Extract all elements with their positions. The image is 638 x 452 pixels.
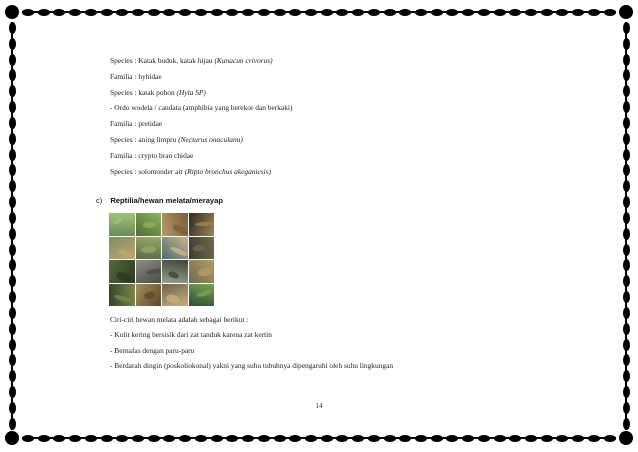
photo-tile-iguana xyxy=(136,237,162,260)
border-bead xyxy=(53,9,65,16)
border-bead xyxy=(9,212,16,224)
border-bead xyxy=(478,9,490,16)
border-bead xyxy=(9,38,16,50)
border-bead xyxy=(352,9,364,16)
border-bead xyxy=(588,9,600,16)
border-bead xyxy=(623,54,630,66)
border-bead xyxy=(116,9,128,16)
border-corner xyxy=(5,431,19,445)
border-bead xyxy=(258,435,270,442)
border-bead xyxy=(462,435,474,442)
border-bead xyxy=(9,275,16,287)
section-title: Reptilia/hewan melata/merayap xyxy=(110,196,224,205)
crocodile-silhouette xyxy=(168,271,181,281)
border-bead xyxy=(226,9,238,16)
border-bead xyxy=(604,435,616,442)
border-bead xyxy=(494,9,506,16)
photo-tile-turtle xyxy=(162,237,188,260)
snake-silhouette xyxy=(192,245,205,252)
border-bead xyxy=(305,435,317,442)
border-bead xyxy=(572,9,584,16)
border-bead xyxy=(431,435,443,442)
border-bead xyxy=(116,435,128,442)
border-bead xyxy=(321,9,333,16)
border-bead xyxy=(9,354,16,366)
photo-tile-python xyxy=(136,284,162,307)
border-bead xyxy=(623,180,630,192)
photo-tile-lizard xyxy=(189,260,215,283)
photo-tile-tortoise xyxy=(162,213,188,236)
body-line: - Ordo wodela / candata (amphibia yang berekor dan berkaki) xyxy=(110,103,293,112)
border-bead xyxy=(9,228,16,240)
border-bead xyxy=(525,9,537,16)
border-bead xyxy=(289,9,301,16)
border-bead xyxy=(9,418,16,430)
border-bead xyxy=(368,9,380,16)
border-bead xyxy=(352,435,364,442)
border-bead xyxy=(494,435,506,442)
border-bead xyxy=(623,339,630,351)
border-bead xyxy=(22,435,34,442)
border-bead xyxy=(541,435,553,442)
border-bead xyxy=(431,9,443,16)
border-bead xyxy=(9,196,16,208)
border-bead xyxy=(541,9,553,16)
body-line: Familia : pretidae xyxy=(110,119,163,128)
border-bead xyxy=(623,117,630,129)
border-bead xyxy=(399,9,411,16)
border-bead xyxy=(9,180,16,192)
border-bead xyxy=(9,244,16,256)
border-bead xyxy=(446,9,458,16)
border-bead xyxy=(336,9,348,16)
border-bead xyxy=(623,228,630,240)
body-line: Familia : hyhidae xyxy=(110,72,162,81)
border-bead xyxy=(623,212,630,224)
border-bead xyxy=(623,307,630,319)
frog-silhouette xyxy=(112,216,123,225)
snake-silhouette xyxy=(114,293,132,303)
iguana-silhouette xyxy=(140,245,156,254)
reptile-image-collage xyxy=(109,213,214,306)
photo-tile-snake xyxy=(109,284,135,307)
photo-tile-gecko xyxy=(136,213,162,236)
border-bead xyxy=(604,9,616,16)
border-bead xyxy=(509,9,521,16)
border-bead xyxy=(9,164,16,176)
photo-tile-snake xyxy=(189,237,215,260)
border-corner xyxy=(5,5,19,19)
border-bead xyxy=(623,164,630,176)
border-bottom xyxy=(22,430,616,446)
lizard-silhouette xyxy=(196,289,213,298)
border-bead xyxy=(274,9,286,16)
border-bead xyxy=(368,435,380,442)
border-bead xyxy=(623,323,630,335)
photo-tile-crocodile xyxy=(162,260,188,283)
border-bead xyxy=(9,54,16,66)
border-bead xyxy=(623,22,630,34)
photo-tile-alligator xyxy=(136,260,162,283)
border-left xyxy=(4,22,20,430)
photo-tile-tortoise xyxy=(162,284,188,307)
border-bead xyxy=(588,435,600,442)
border-bead xyxy=(384,435,396,442)
border-bead xyxy=(9,101,16,113)
border-bead xyxy=(623,370,630,382)
border-bead xyxy=(132,435,144,442)
tortoise-silhouette xyxy=(165,294,180,306)
border-bead xyxy=(101,9,113,16)
border-bead xyxy=(148,9,160,16)
border-bead xyxy=(623,418,630,430)
border-bead xyxy=(399,435,411,442)
border-bead xyxy=(623,275,630,287)
border-bead xyxy=(85,435,97,442)
tortoise-silhouette xyxy=(172,223,188,236)
border-bead xyxy=(69,9,81,16)
border-bead xyxy=(38,435,50,442)
border-bead xyxy=(163,435,175,442)
gecko-silhouette xyxy=(143,222,156,228)
border-bead xyxy=(85,9,97,16)
body-line: Species : Katak buduk, katak hijau (Kanacun crivorus) xyxy=(110,56,273,65)
border-bead xyxy=(69,435,81,442)
traits-line: - Kulit kering bersisik dari zat tanduk karena zat kertin xyxy=(110,330,272,339)
border-bead xyxy=(163,9,175,16)
traits-line: - Berdarah dingin (poskoliokonal) yakni yang suhu tubuhnya dipengaruhi oleh suhu lingkungan xyxy=(110,361,394,370)
border-bead xyxy=(9,117,16,129)
border-bead xyxy=(305,9,317,16)
border-bead xyxy=(462,9,474,16)
border-top xyxy=(22,4,616,20)
border-bead xyxy=(446,435,458,442)
border-bead xyxy=(179,9,191,16)
body-line: Species : solomonder air (Ripto bronchus akeganiesis) xyxy=(110,167,272,176)
border-bead xyxy=(623,291,630,303)
border-bead xyxy=(509,435,521,442)
border-bead xyxy=(623,133,630,145)
photo-tile-frog xyxy=(109,213,135,236)
photo-tile-snake xyxy=(189,213,215,236)
border-bead xyxy=(132,9,144,16)
border-bead xyxy=(195,435,207,442)
python-silhouette xyxy=(144,290,156,299)
border-bead xyxy=(623,101,630,113)
lizard-silhouette xyxy=(118,247,132,258)
border-corner xyxy=(619,5,633,19)
border-bead xyxy=(478,435,490,442)
crocodile-silhouette xyxy=(115,270,132,282)
traits-line: Ciri-ciri hewan melata adalah sebagai berikut : xyxy=(110,315,249,324)
body-line: Species : katak pohon (Hyla SP) xyxy=(110,88,206,97)
border-bead xyxy=(623,149,630,161)
border-bead xyxy=(289,435,301,442)
border-bead xyxy=(556,9,568,16)
body-line: Familia : crypto bran chidae xyxy=(110,151,194,160)
border-bead xyxy=(9,386,16,398)
border-bead xyxy=(623,38,630,50)
section-heading xyxy=(96,196,223,205)
border-bead xyxy=(623,85,630,97)
border-bead xyxy=(242,435,254,442)
border-bead xyxy=(9,85,16,97)
border-bead xyxy=(9,307,16,319)
border-bead xyxy=(9,133,16,145)
turtle-silhouette xyxy=(170,246,187,257)
border-bead xyxy=(9,69,16,81)
border-bead xyxy=(9,323,16,335)
traits-line: - Bernafas dengan paru-paru xyxy=(110,346,195,355)
alligator-silhouette xyxy=(146,267,161,274)
border-bead xyxy=(242,9,254,16)
border-bead xyxy=(148,435,160,442)
border-bead xyxy=(53,435,65,442)
page-number: 14 xyxy=(315,402,323,410)
border-bead xyxy=(226,435,238,442)
border-bead xyxy=(525,435,537,442)
border-bead xyxy=(211,9,223,16)
border-bead xyxy=(101,435,113,442)
border-bead xyxy=(623,386,630,398)
border-bead xyxy=(623,354,630,366)
border-bead xyxy=(9,370,16,382)
border-bead xyxy=(9,339,16,351)
border-bead xyxy=(211,435,223,442)
border-bead xyxy=(9,149,16,161)
border-bead xyxy=(623,196,630,208)
snake-silhouette xyxy=(195,222,214,227)
border-bead xyxy=(623,259,630,271)
border-bead xyxy=(22,9,34,16)
section-marker: c) xyxy=(96,196,103,205)
body-line: Species : aning limpru (Necturus onaculanu) xyxy=(110,135,243,144)
border-bead xyxy=(556,435,568,442)
border-bead xyxy=(9,291,16,303)
border-bead xyxy=(9,22,16,34)
border-bead xyxy=(38,9,50,16)
lizard-silhouette xyxy=(198,267,214,277)
border-bead xyxy=(258,9,270,16)
photo-tile-crocodile xyxy=(109,260,135,283)
border-bead xyxy=(384,9,396,16)
border-bead xyxy=(415,435,427,442)
photo-tile-lizard xyxy=(109,237,135,260)
border-bead xyxy=(321,435,333,442)
border-bead xyxy=(9,259,16,271)
photo-tile-lizard xyxy=(189,284,215,307)
border-corner xyxy=(619,431,633,445)
border-bead xyxy=(179,435,191,442)
border-right xyxy=(618,22,634,430)
border-bead xyxy=(572,435,584,442)
border-bead xyxy=(336,435,348,442)
border-bead xyxy=(274,435,286,442)
border-bead xyxy=(415,9,427,16)
border-bead xyxy=(623,244,630,256)
border-bead xyxy=(195,9,207,16)
border-bead xyxy=(623,69,630,81)
